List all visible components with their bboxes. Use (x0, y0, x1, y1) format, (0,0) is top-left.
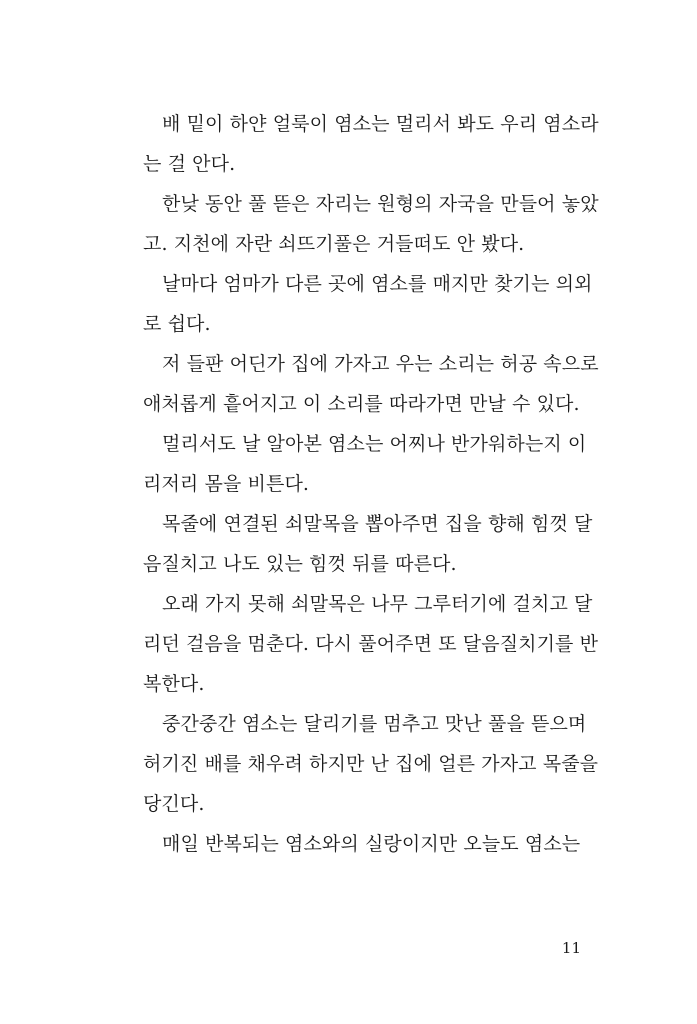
text-line: 한낮 동안 풀 뜯은 자리는 원형의 자국을 만들어 놓았 (162, 193, 599, 215)
text-line: 허기진 배를 채우려 하지만 난 집에 얼른 가자고 목줄을 (143, 753, 599, 775)
text-line: 멀리서도 날 알아본 염소는 어찌나 반가워하는지 이 (162, 433, 587, 455)
text-line: 오래 가지 못해 쇠말목은 나무 그루터기에 걸치고 달 (162, 593, 593, 615)
text-line: 애처롭게 흩어지고 이 소리를 따라가면 만날 수 있다. (143, 393, 580, 415)
text-line: 음질치고 나도 있는 힘껏 뒤를 따른다. (143, 553, 457, 575)
text-line: 중간중간 염소는 달리기를 멈추고 맛난 풀을 뜯으며 (162, 713, 587, 735)
text-line: 고. 지천에 자란 쇠뜨기풀은 거들떠도 안 봤다. (143, 233, 525, 255)
text-line: 로 쉽다. (143, 313, 211, 335)
page-number: 11 (561, 939, 581, 957)
text-line: 리던 걸음을 멈춘다. 다시 풀어주면 또 달음질치기를 반 (143, 633, 599, 655)
text-line: 날마다 엄마가 다른 곳에 염소를 매지만 찾기는 의외 (162, 273, 593, 295)
body-text (143, 112, 599, 872)
text-line: 매일 반복되는 염소와의 실랑이지만 오늘도 염소는 (162, 833, 581, 855)
text-line: 복한다. (143, 673, 205, 695)
text-line: 는 걸 안다. (143, 153, 236, 175)
text-line: 당긴다. (143, 793, 205, 815)
text-line: 배 밑이 하얀 얼룩이 염소는 멀리서 봐도 우리 염소라 (162, 113, 599, 135)
text-line: 리저리 몸을 비튼다. (143, 473, 310, 495)
text-line: 목줄에 연결된 쇠말목을 뽑아주면 집을 향해 힘껏 달 (162, 513, 593, 535)
text-line: 저 들판 어딘가 집에 가자고 우는 소리는 허공 속으로 (162, 353, 599, 375)
